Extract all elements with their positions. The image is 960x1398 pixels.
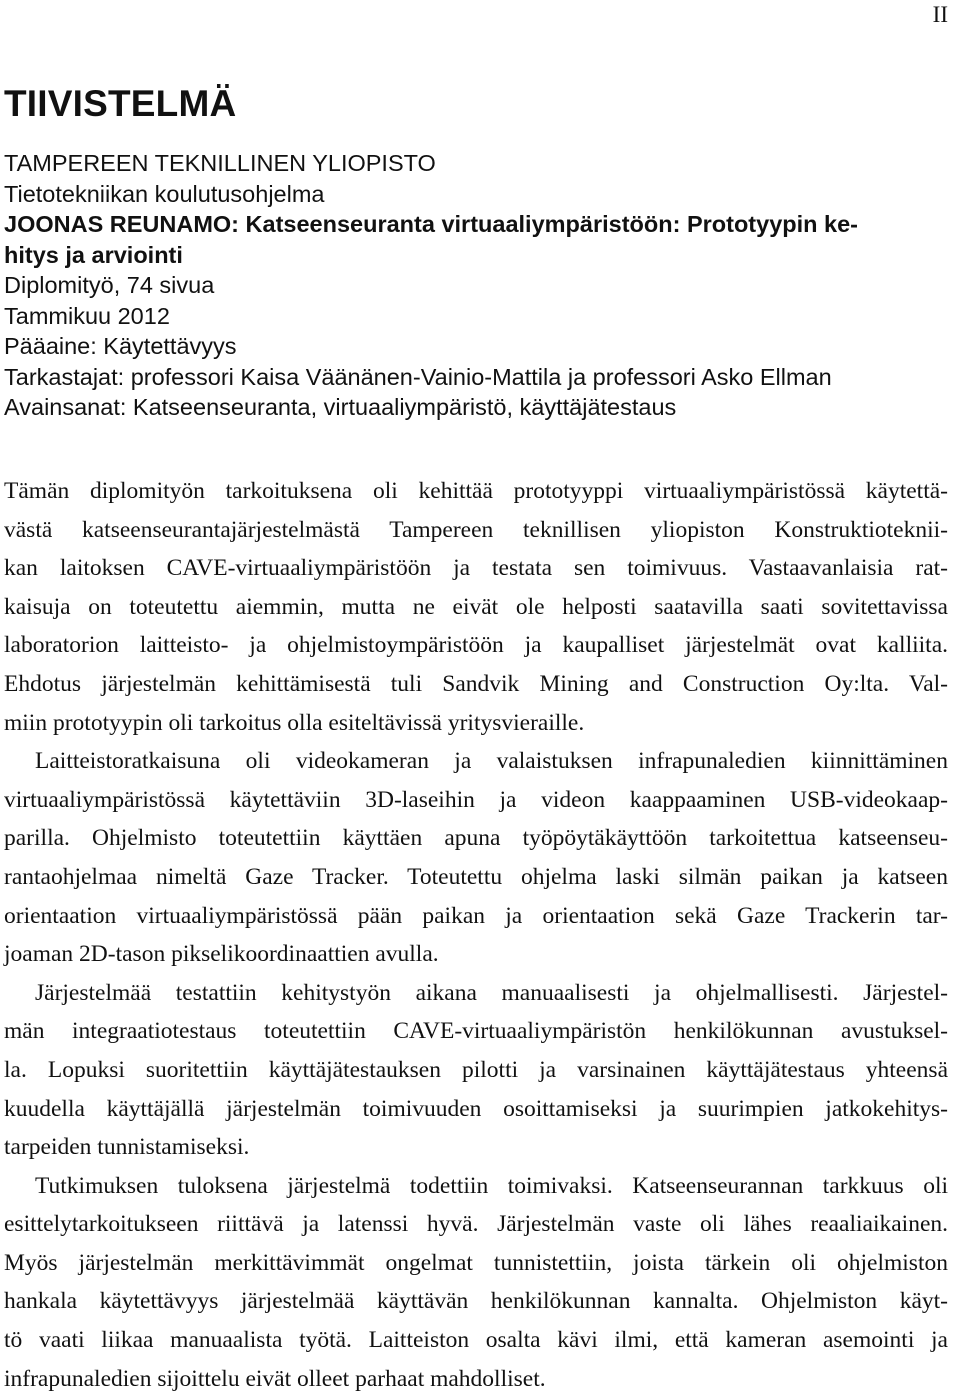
examiners: Tarkastajat: professori Kaisa Väänänen-Vainio-Mattila ja professori Asko Ellman: [4, 363, 832, 390]
paragraph-line: miin prototyypin oli tarkoitus olla esiteltävissä yritysvieraille.: [4, 709, 585, 736]
paragraph-line: la. Lopuksi suoritettiin käyttäjätestauksen pilotti ja varsinainen käyttäjätestaus yhteensä: [4, 1056, 948, 1083]
abstract-paragraph-2: [4, 742, 948, 974]
paragraph-line: kuudella käyttäjällä järjestelmän toimivuuden osoittamiseksi ja suurimpien jatkokehitys-: [4, 1095, 948, 1122]
paragraph-line: män integraatiotestaus toteutettiin CAVE-virtuaaliympäristön henkilökunnan avustuksel-: [4, 1018, 948, 1045]
paragraph-line: parilla. Ohjelmisto toteutettiin käyttäen apuna työpöytäkäyttöön tarkoitettua katseenseu-: [4, 825, 948, 852]
paragraph-line: hankala käytettävyys järjestelmää käyttävän henkilökunnan kannalta. Ohjelmiston käyt-: [4, 1288, 948, 1315]
thesis-date: Tammikuu 2012: [4, 302, 170, 329]
paragraph-line: västä katseenseurantajärjestelmästä Tampereen teknillisen yliopiston Konstruktioteknii-: [4, 516, 948, 543]
paragraph-line: kaisuja on toteutettu aiemmin, mutta ne eivät ole helposti saatavilla saati sovitettavissa: [4, 593, 948, 620]
paragraph-line: virtuaaliympäristössä käytettäviin 3D-laseihin ja videon kaappaaminen USB-videokaap-: [4, 786, 948, 813]
paragraph-line: Tämän diplomityön tarkoituksena oli kehittää prototyyppi virtuaaliympäristössä käytettä-: [4, 478, 948, 504]
paragraph-line: Tutkimuksen tuloksena järjestelmä todettiin toimivaksi. Katseenseurannan tarkkuus oli: [35, 1172, 948, 1199]
abstract-body: [4, 472, 948, 1398]
paragraph-line: esittelytarkoitukseen riittävä ja latenssi hyvä. Järjestelmän vaste oli lähes reaaliaikainen.: [4, 1211, 948, 1238]
abstract-metadata: [4, 148, 954, 423]
abstract-paragraph-3: [4, 974, 948, 1167]
thesis-type: Diplomityö, 74 sivua: [4, 272, 215, 298]
keywords: Avainsanat: Katseenseuranta, virtuaaliympäristö, käyttäjätestaus: [4, 394, 677, 420]
paragraph-line: tö vaati liikaa manuaalista työtä. Laitteiston osalta kävi ilmi, että kameran asemointi ja: [4, 1327, 948, 1354]
paragraph-line: Myös järjestelmän merkittävimmät ongelmat tunnistettiin, joista tärkein oli ohjelmiston: [4, 1249, 948, 1276]
paragraph-line: joaman 2D-tason pikselikoordinaattien avulla.: [4, 941, 439, 968]
page-number: II: [932, 2, 948, 27]
paragraph-line: Järjestelmää testattiin kehitystyön aikana manuaalisesti ja ohjelmallisesti. Järjestel-: [35, 979, 948, 1006]
paragraph-line: kan laitoksen CAVE-virtuaaliympäristöön ja testata sen toimivuus. Vastaavanlaisia rat-: [4, 555, 948, 582]
paragraph-line: Ehdotus järjestelmän kehittämisestä tuli Sandvik Mining and Construction Oy:lta. Val-: [4, 670, 948, 697]
abstract-paragraph-1: [4, 472, 948, 742]
paragraph-line: infrapunaledien sijoittelu eivät olleet parhaat mahdolliset.: [4, 1365, 546, 1392]
degree-programme: Tietotekniikan koulutusohjelma: [4, 180, 325, 207]
page-title: TIIVISTELMÄ: [4, 83, 237, 124]
paragraph-line: Laitteistoratkaisuna oli videokameran ja valaistuksen infrapunaledien kiinnittäminen: [35, 748, 948, 775]
university-name: TAMPEREEN TEKNILLINEN YLIOPISTO: [4, 150, 436, 176]
paragraph-line: laboratorion laitteisto- ja ohjelmistoympäristöön ja kaupalliset järjestelmät ovat kalliita.: [4, 632, 948, 659]
paragraph-line: rantaohjelmaa nimeltä Gaze Tracker. Toteutettu ohjelma laski silmän paikan ja katseen: [4, 863, 948, 890]
thesis-title-line-1: JOONAS REUNAMO: Katseenseuranta virtuaaliympäristöön: Prototyypin ke-: [4, 211, 859, 237]
abstract-paragraph-4: [4, 1167, 948, 1398]
paragraph-line: tarpeiden tunnistamiseksi.: [4, 1134, 250, 1161]
major-subject: Pääaine: Käytettävyys: [4, 333, 237, 359]
thesis-title-line-2: hitys ja arviointi: [4, 241, 183, 268]
paragraph-line: orientaation virtuaaliympäristössä pään paikan ja orientaation sekä Gaze Trackerin tar-: [4, 902, 948, 929]
